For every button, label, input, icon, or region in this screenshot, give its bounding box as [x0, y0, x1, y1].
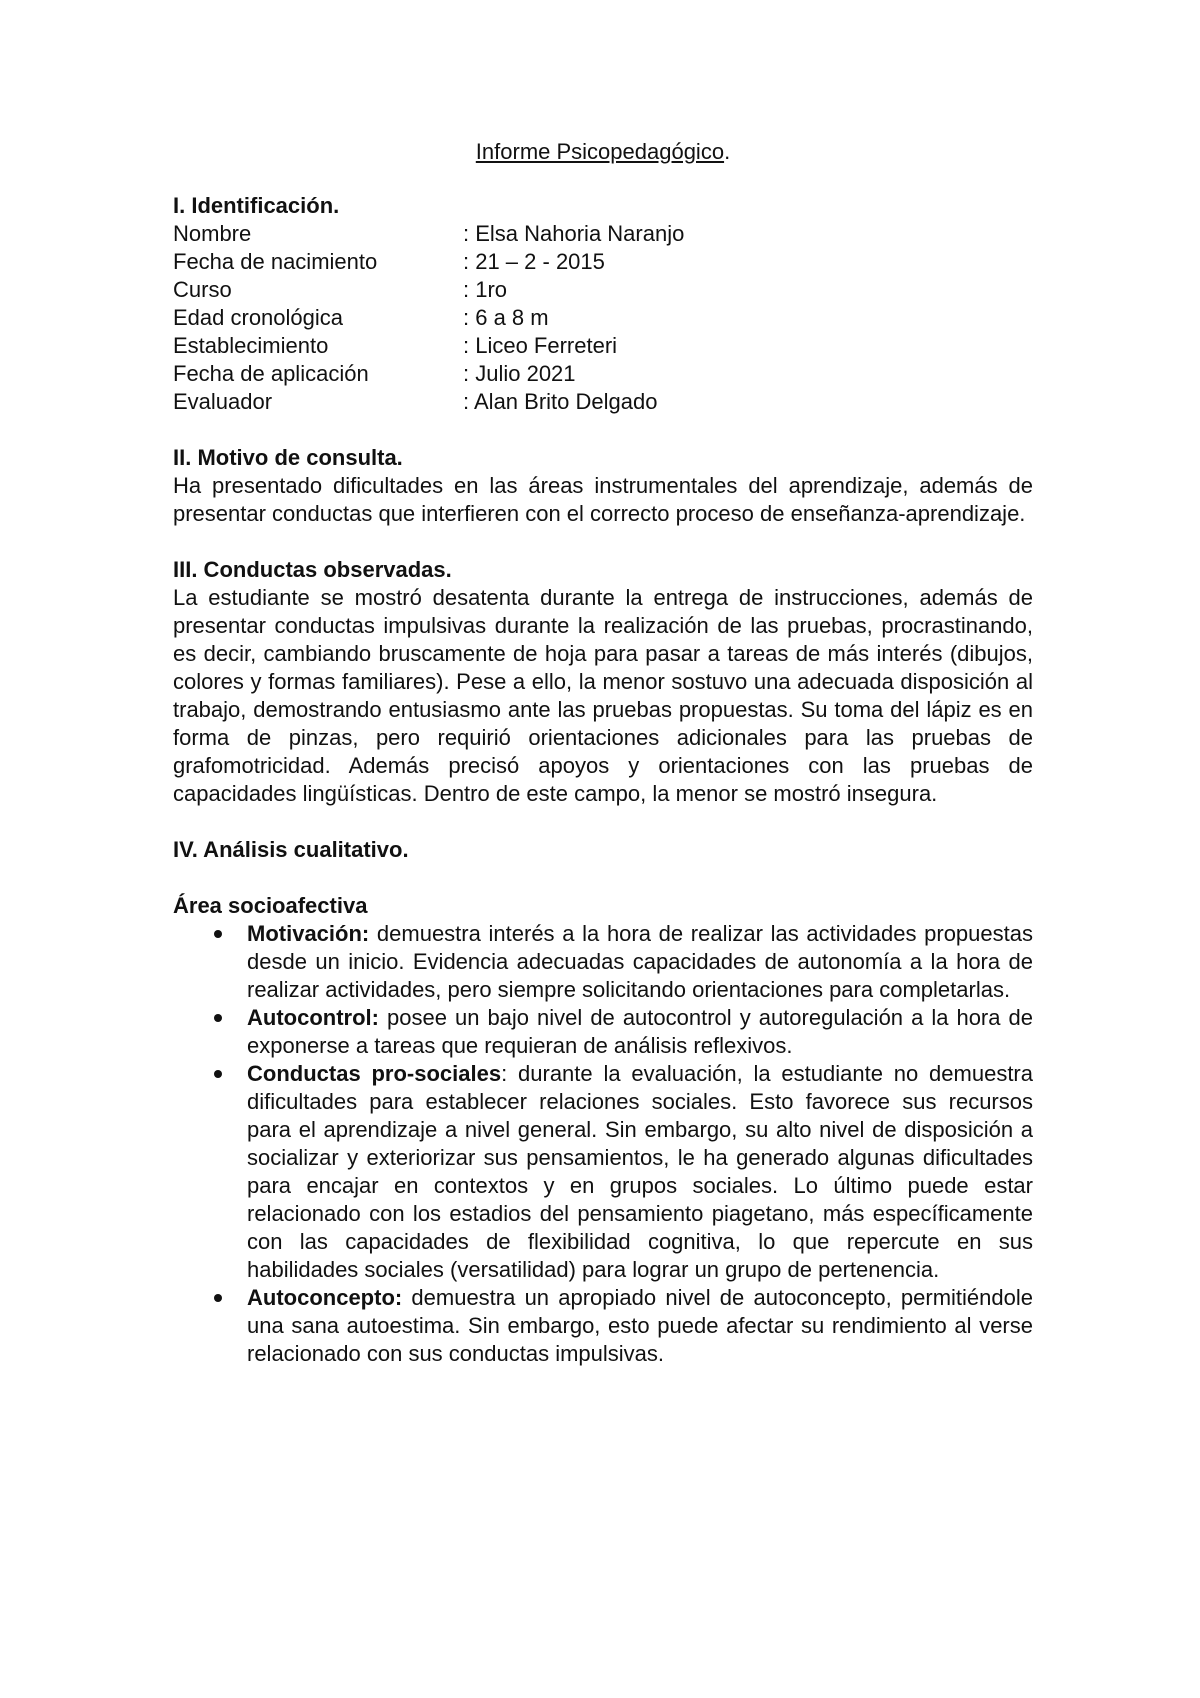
analisis-heading: IV. Análisis cualitativo.: [173, 837, 409, 862]
identificacion-heading: I. Identificación.: [173, 193, 340, 218]
section-conductas: [173, 556, 1033, 808]
identificacion-row-evaluador: [173, 388, 1033, 416]
id-label: Fecha de aplicación: [173, 361, 369, 386]
item-text: posee un bajo nivel de autocontrol y autoregulación a la hora de exponerse a tareas que requieran de análisis reflexivos.: [247, 1005, 1033, 1058]
motivo-heading: II. Motivo de consulta.: [173, 445, 403, 470]
document-title: [173, 138, 1033, 166]
id-label: Curso: [173, 277, 232, 302]
id-label: Evaluador: [173, 389, 273, 414]
document-title-suffix: .: [724, 139, 731, 164]
identificacion-table: [173, 220, 1033, 416]
id-value: : 21 – 2 - 2015: [463, 249, 605, 274]
bullet-icon: [214, 1014, 222, 1022]
list-item: [173, 1284, 1033, 1368]
id-value: : Julio 2021: [463, 361, 576, 386]
id-value: : Alan Brito Delgado: [463, 389, 658, 414]
item-term: Autoconcepto:: [247, 1285, 403, 1310]
list-item: [173, 920, 1033, 1004]
id-value: : Liceo Ferreteri: [463, 333, 618, 358]
id-value: : 6 a 8 m: [463, 305, 549, 330]
section-motivo: [173, 444, 1033, 528]
item-text: demuestra interés a la hora de realizar las actividades propuestas desde un inicio. Evidencia adecuadas capacidades de autonomía a la hora de realizar actividades, pero siempre solicitando orientaciones para completarlas.: [247, 921, 1033, 1002]
id-value: : 1ro: [463, 277, 508, 302]
id-value: : Elsa Nahoria Naranjo: [463, 221, 685, 246]
list-item: [173, 1060, 1033, 1284]
list-item: [173, 1004, 1033, 1060]
section-analisis: [173, 836, 1033, 1368]
socioafectiva-list: [173, 920, 1033, 1368]
bullet-icon: [214, 1294, 222, 1302]
identificacion-row-fecha-aplicacion: [173, 360, 1033, 388]
identificacion-row-fecha-nacimiento: [173, 248, 1033, 276]
id-label: Edad cronológica: [173, 305, 344, 330]
identificacion-row-curso: [173, 276, 1033, 304]
item-text: demuestra un apropiado nivel de autoconcepto, permitiéndole una sana autoestima. Sin embargo, esto puede afectar su rendimiento al verse relacionado con sus conductas impulsivas.: [247, 1285, 1033, 1366]
conductas-heading: III. Conductas observadas.: [173, 557, 452, 582]
id-label: Nombre: [173, 221, 252, 246]
identificacion-row-establecimiento: [173, 332, 1033, 360]
bullet-icon: [214, 1070, 222, 1078]
document-page: [173, 138, 1033, 1368]
conductas-text: La estudiante se mostró desatenta durante la entrega de instrucciones, además de presentar conductas impulsivas durante la realización de las pruebas, procrastinando, es decir, cambiando bruscamente de hoja para pasar a tareas de más interés (dibujos, colores y formas familiares). Pese a ello, la menor sostuvo una adecuada disposición al trabajo, demostrando entusiasmo ante las pruebas propuestas. Su toma del lápiz es en forma de pinzas, pero requirió orientaciones adicionales para las pruebas de grafomotricidad. Además precisó apoyos y orientaciones con las pruebas de capacidades lingüísticas. Dentro de este campo, la menor se mostró insegura.: [173, 585, 1033, 806]
section-identificacion: [173, 192, 1033, 416]
motivo-text: Ha presentado dificultades en las áreas instrumentales del aprendizaje, además de presentar conductas que interfieren con el correcto proceso de enseñanza-aprendizaje.: [173, 473, 1033, 526]
area-socioafectiva-heading: Área socioafectiva: [173, 893, 368, 918]
document-title-text: Informe Psicopedagógico: [475, 139, 725, 164]
id-label: Establecimiento: [173, 333, 329, 358]
item-term: Autocontrol:: [247, 1005, 379, 1030]
bullet-icon: [214, 930, 222, 938]
item-term: Conductas pro-sociales: [247, 1061, 502, 1086]
id-label: Fecha de nacimiento: [173, 249, 378, 274]
identificacion-row-nombre: [173, 220, 1033, 248]
item-term: Motivación:: [247, 921, 370, 946]
item-text: : durante la evaluación, la estudiante no demuestra dificultades para establecer relaciones sociales. Esto favorece sus recursos para el aprendizaje a nivel general. Sin embargo, su alto nivel de disposición a socializar y exteriorizar sus pensamientos, le ha generado algunas dificultades para encajar en contextos y en grupos sociales. Lo último puede estar relacionado con los estadios del pensamiento piagetano, más específicamente con las capacidades de flexibilidad cognitiva, lo que repercute en sus habilidades sociales (versatilidad) para lograr un grupo de pertenencia.: [247, 1061, 1033, 1282]
identificacion-row-edad: [173, 304, 1033, 332]
